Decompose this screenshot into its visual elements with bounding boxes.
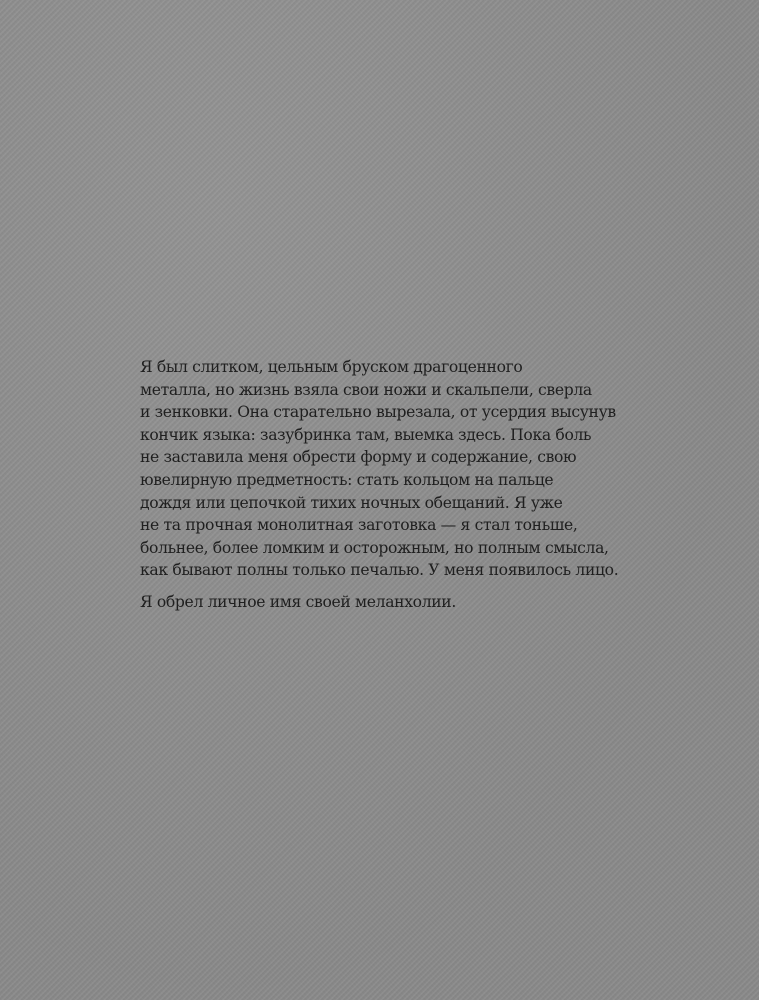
text-line: металла, но жизнь взяла свои ножи и скальпели, сверла [140,380,592,399]
text-line: не та прочная монолитная заготовка — я стал тоньше, [140,516,578,535]
text-line: Я обрел личное имя своей меланхолии. [140,592,456,611]
text-line: и зенковки. Она старательно вырезала, от усердия высунув [140,403,616,422]
text-line: Я был слитком, цельным бруском драгоценного [140,358,523,376]
text-line: ювелирную предметность: стать кольцом на пальце [140,470,554,489]
text-block [140,356,620,614]
paragraph-1 [140,356,620,582]
text-line: дождя или цепочкой тихих ночных обещаний. Я уже [140,493,563,512]
paragraph-2 [140,591,620,614]
text-line: не заставила меня обрести форму и содержание, свою [140,448,577,467]
text-line: больнее, более ломким и осторожным, но полным смысла, [140,538,609,557]
text-line: как бывают полны только печалью. У меня появилось лицо. [140,561,619,580]
text-line: кончик языка: зазубринка там, выемка здесь. Пока боль [140,425,592,444]
